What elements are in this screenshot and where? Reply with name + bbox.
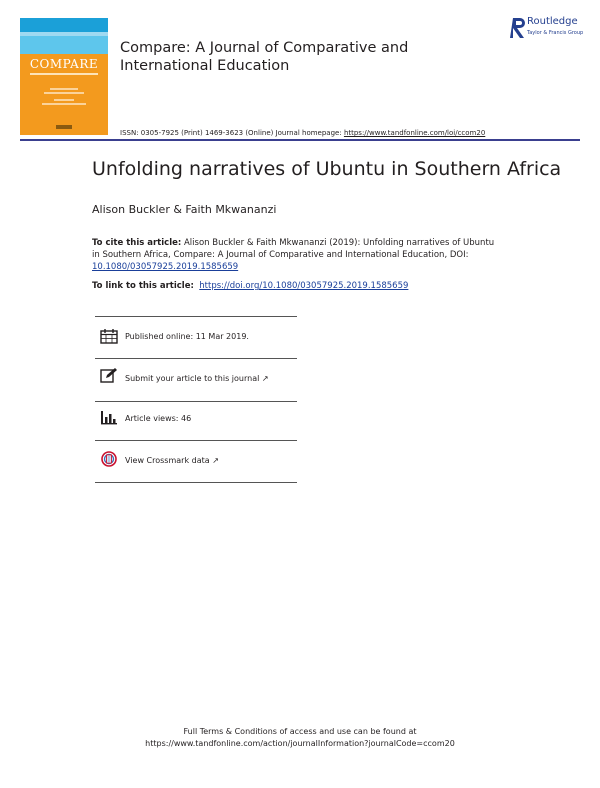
meta-divider	[95, 401, 297, 402]
crossmark-text: View Crossmark data	[125, 456, 210, 465]
citation-doi-link[interactable]: 10.1080/03057925.2019.1585659	[92, 262, 239, 272]
publisher-tagline: Taylor & Francis Group	[527, 30, 584, 36]
citation-line-2: in Southern Africa, Compare: A Journal of Comparative and International Education, DOI:	[92, 250, 469, 260]
citation-line-1	[92, 238, 494, 248]
issn-text: ISSN: 0305-7925 (Print) 1469-3623 (Online) Journal homepage:	[120, 129, 344, 137]
journal-cover-thumbnail	[20, 18, 108, 135]
external-link-icon: ↗	[261, 374, 269, 383]
citation-label: To cite this article:	[92, 238, 182, 248]
footer-terms-link[interactable]: https://www.tandfonline.com/action/journalInformation?journalCode=ccom20	[145, 739, 455, 748]
header-divider	[20, 139, 580, 141]
link-label: To link to this article:	[92, 281, 194, 291]
edit-icon	[100, 367, 118, 383]
calendar-icon	[100, 328, 118, 344]
article-doi-link[interactable]: https://doi.org/10.1080/03057925.2019.1585659	[199, 281, 409, 291]
publisher-name: Routledge	[527, 16, 578, 27]
crossmark-link[interactable]	[125, 456, 219, 465]
submit-article-link[interactable]	[125, 374, 269, 383]
meta-divider	[95, 440, 297, 441]
journal-homepage-link[interactable]: https://www.tandfonline.com/loi/ccom20	[343, 129, 486, 137]
meta-divider	[95, 358, 297, 359]
article-authors: Alison Buckler & Faith Mkwananzi	[92, 203, 277, 216]
meta-divider	[95, 482, 297, 483]
article-link-line	[92, 281, 408, 291]
published-date: Published online: 11 Mar 2019.	[125, 332, 249, 341]
footer-terms-text: Full Terms & Conditions of access and use can be found at	[183, 727, 417, 736]
issn-line	[120, 129, 485, 137]
submit-article-text: Submit your article to this journal	[125, 374, 260, 383]
article-title: Unfolding narratives of Ubuntu in Southern Africa	[92, 158, 562, 180]
article-views: Article views: 46	[125, 414, 192, 423]
bar-chart-icon	[100, 409, 118, 425]
external-link-icon: ↗	[212, 456, 219, 465]
meta-divider	[95, 316, 297, 317]
cover-title: COMPARE	[29, 57, 99, 71]
crossmark-icon	[100, 451, 118, 467]
journal-title: Compare: A Journal of Comparative and International Education	[120, 40, 409, 74]
citation-text-1: Alison Buckler & Faith Mkwananzi (2019): Unfolding narratives of Ubuntu	[181, 238, 495, 248]
